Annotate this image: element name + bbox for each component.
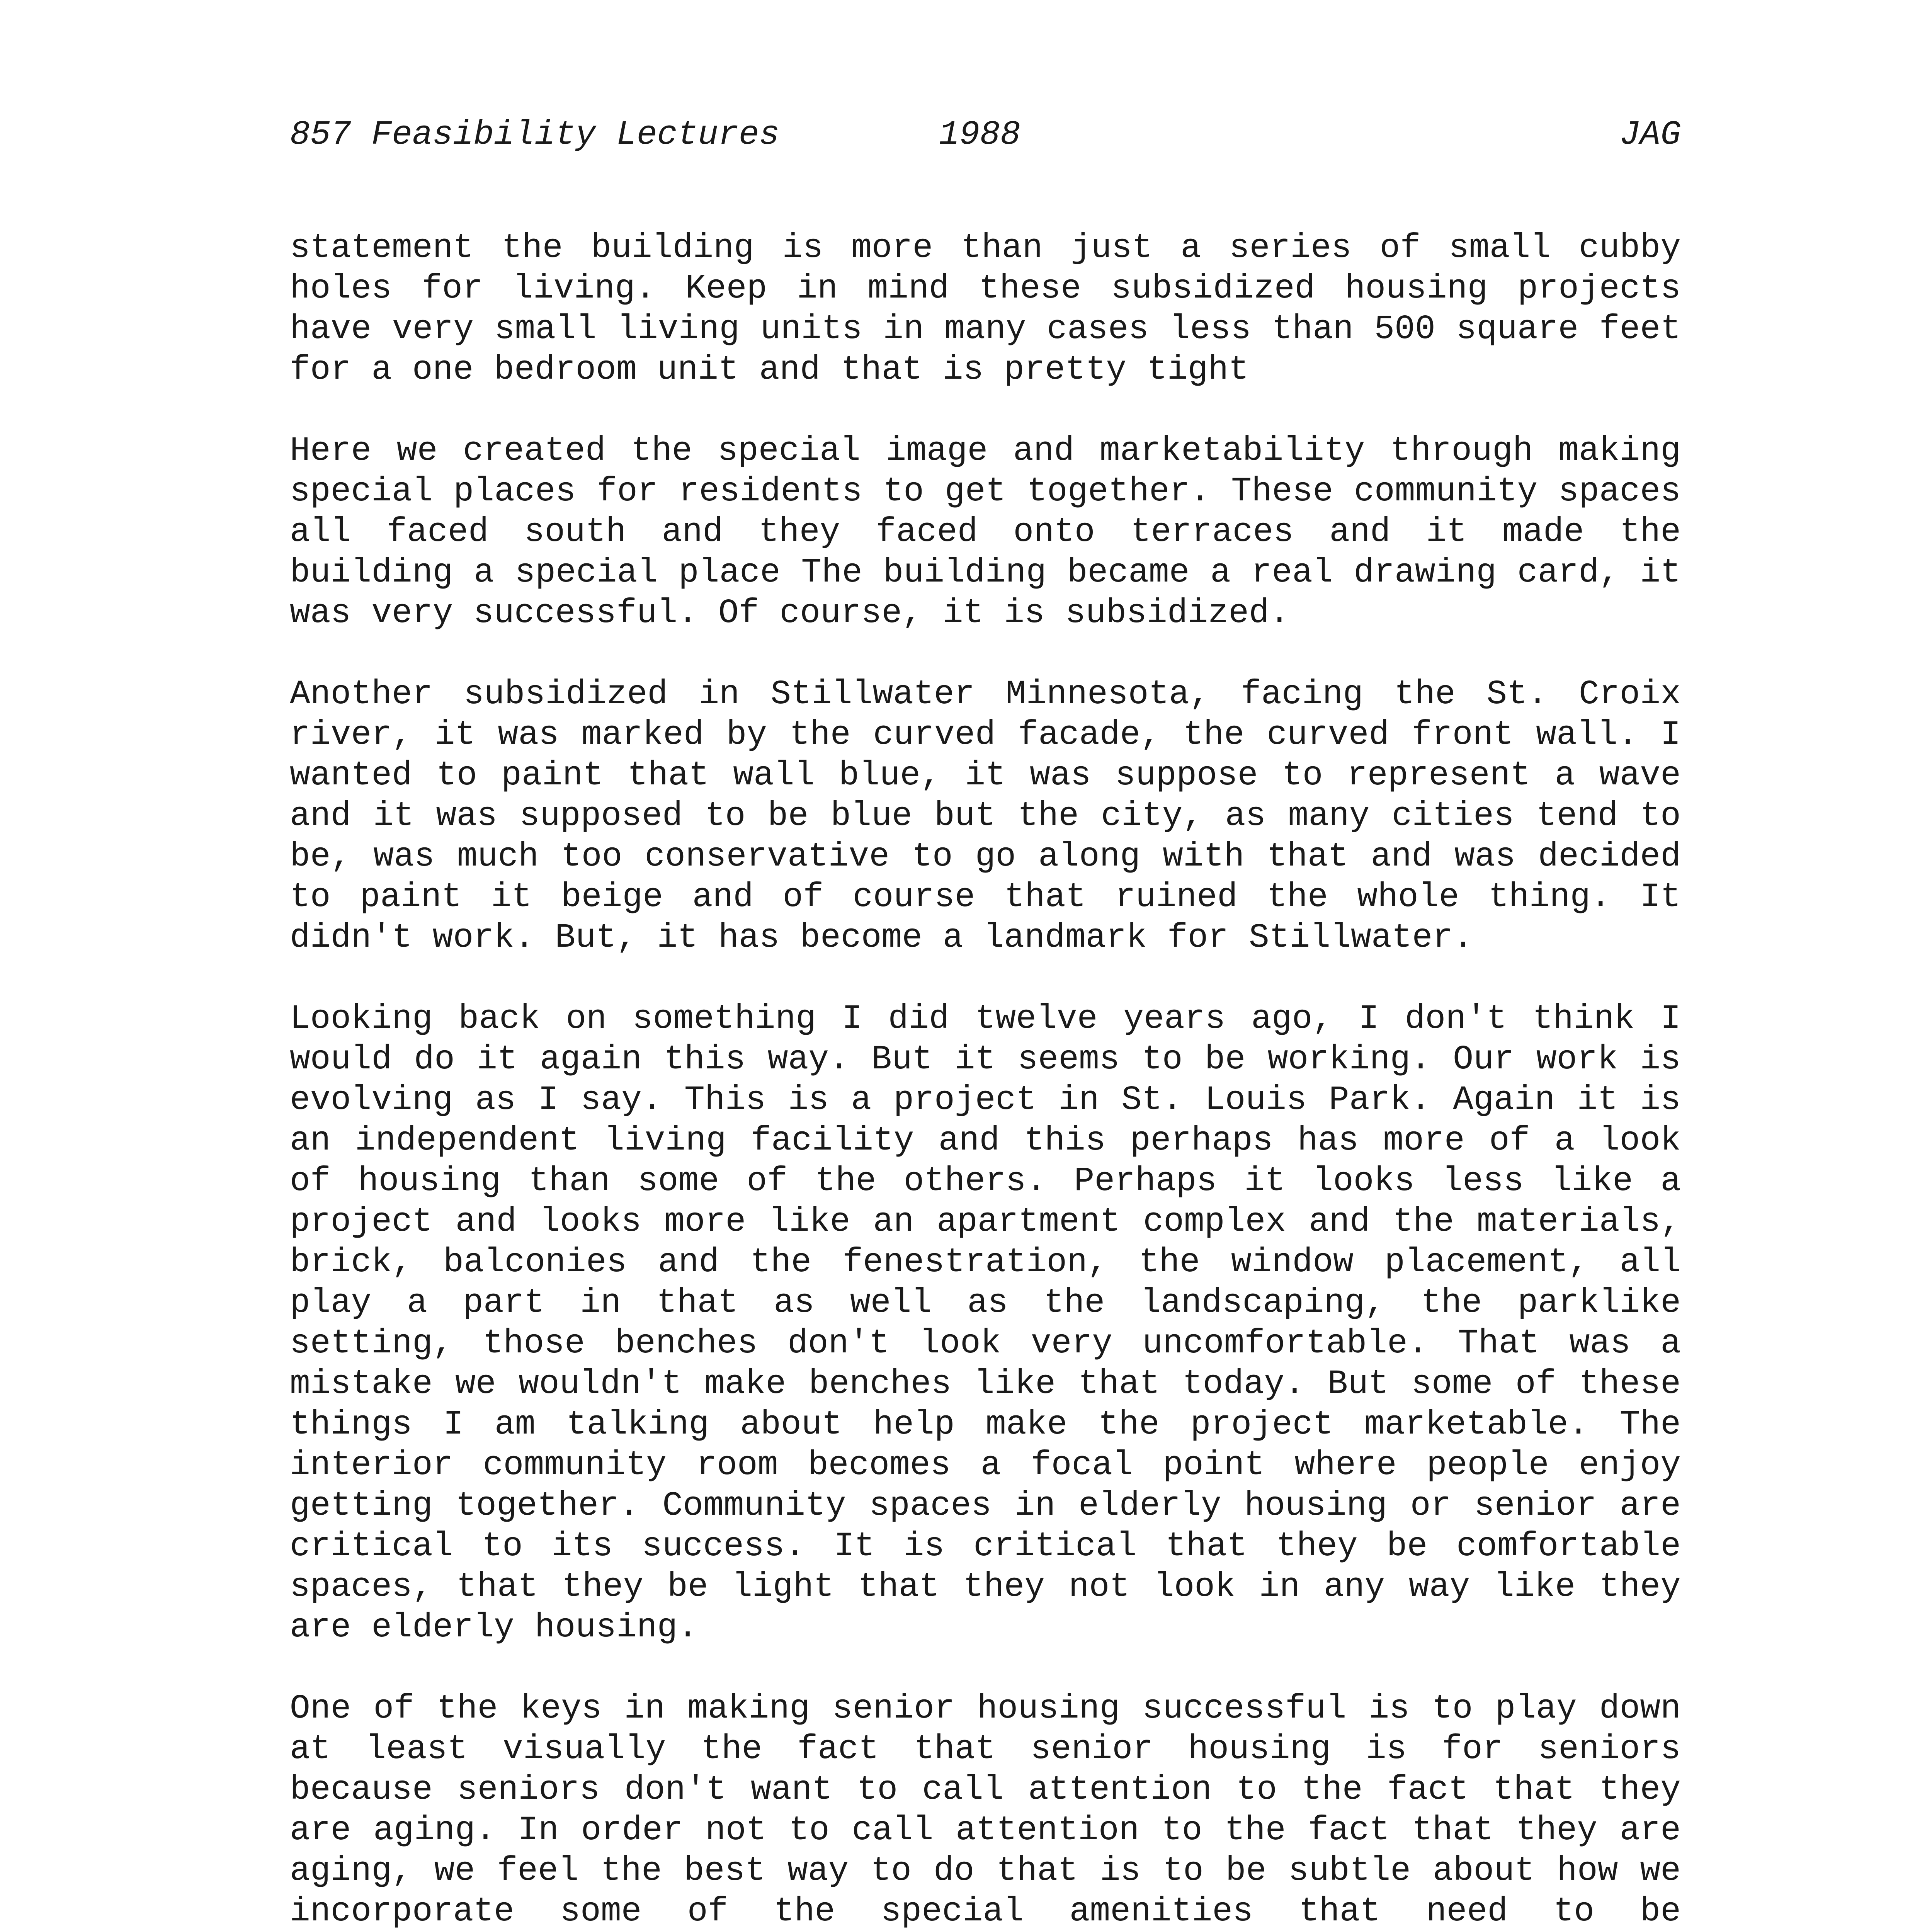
body-text (290, 228, 1681, 1932)
header-year: 1988 (939, 116, 1021, 154)
paragraph-5: One of the keys in making senior housing successful is to play down at least visually the fact that senior housing is for seniors because seniors don't want to call attention to the fact that they are aging. In order not to call attention to the fact that they are aging, we feel the best way to do that is to be subtle about how we incorporate some of the special amenities that need to be (290, 1690, 1681, 1931)
paragraph-4: Looking back on something I did twelve years ago, I don't think I would do it again this way. But it seems to be working. Our work is evolving as I say. This is a project in St. Louis Park. Again it is an independent living facility and this perhaps has more of a look of housing than some of the others. Perhaps it looks less like a project and looks more like an apartment complex and the materials, brick, balconies and the fenestration, the window placement, all play a part in that as well as the landscaping, the parklike setting, those benches don't look very uncomfortable. That was a mistake we wouldn't make benches like that today. But some of these things I am talking about help make the project marketable. The interior community room becomes a focal point where people enjoy getting together. Community spaces in elderly housing or senior are critical to its success. It is critical that they be comfortable spaces, that they be light that they not look in any way like they are elderly housing. (290, 1000, 1681, 1647)
header-author-initials: JAG (1619, 116, 1681, 154)
paragraph-1: statement the building is more than just a series of small cubby holes for living. Keep in mind these subsidized housing projects have very small living units in many cases less than 500 square feet for a one bedroom unit and that is pretty tight (290, 229, 1681, 389)
paragraph-2: Here we created the special image and marketability through making special places for residents to get together. These community spaces all faced south and they faced onto terraces and it made the building a special place The building became a real drawing card, it was very successful. Of course, it is subsidized. (290, 432, 1681, 633)
running-header (290, 110, 1681, 160)
header-course-title: 857 Feasibility Lectures (290, 116, 780, 154)
paragraph-3: Another subsidized in Stillwater Minnesota, facing the St. Croix river, it was marked by the curved facade, the curved front wall. I wanted to paint that wall blue, it was suppose to represent a wave and it was supposed to be blue but the city, as many cities tend to be, was much too conservative to go along with that and was decided to paint it beige and of course that ruined the whole thing. It didn't work. But, it has become a landmark for Stillwater. (290, 675, 1681, 957)
